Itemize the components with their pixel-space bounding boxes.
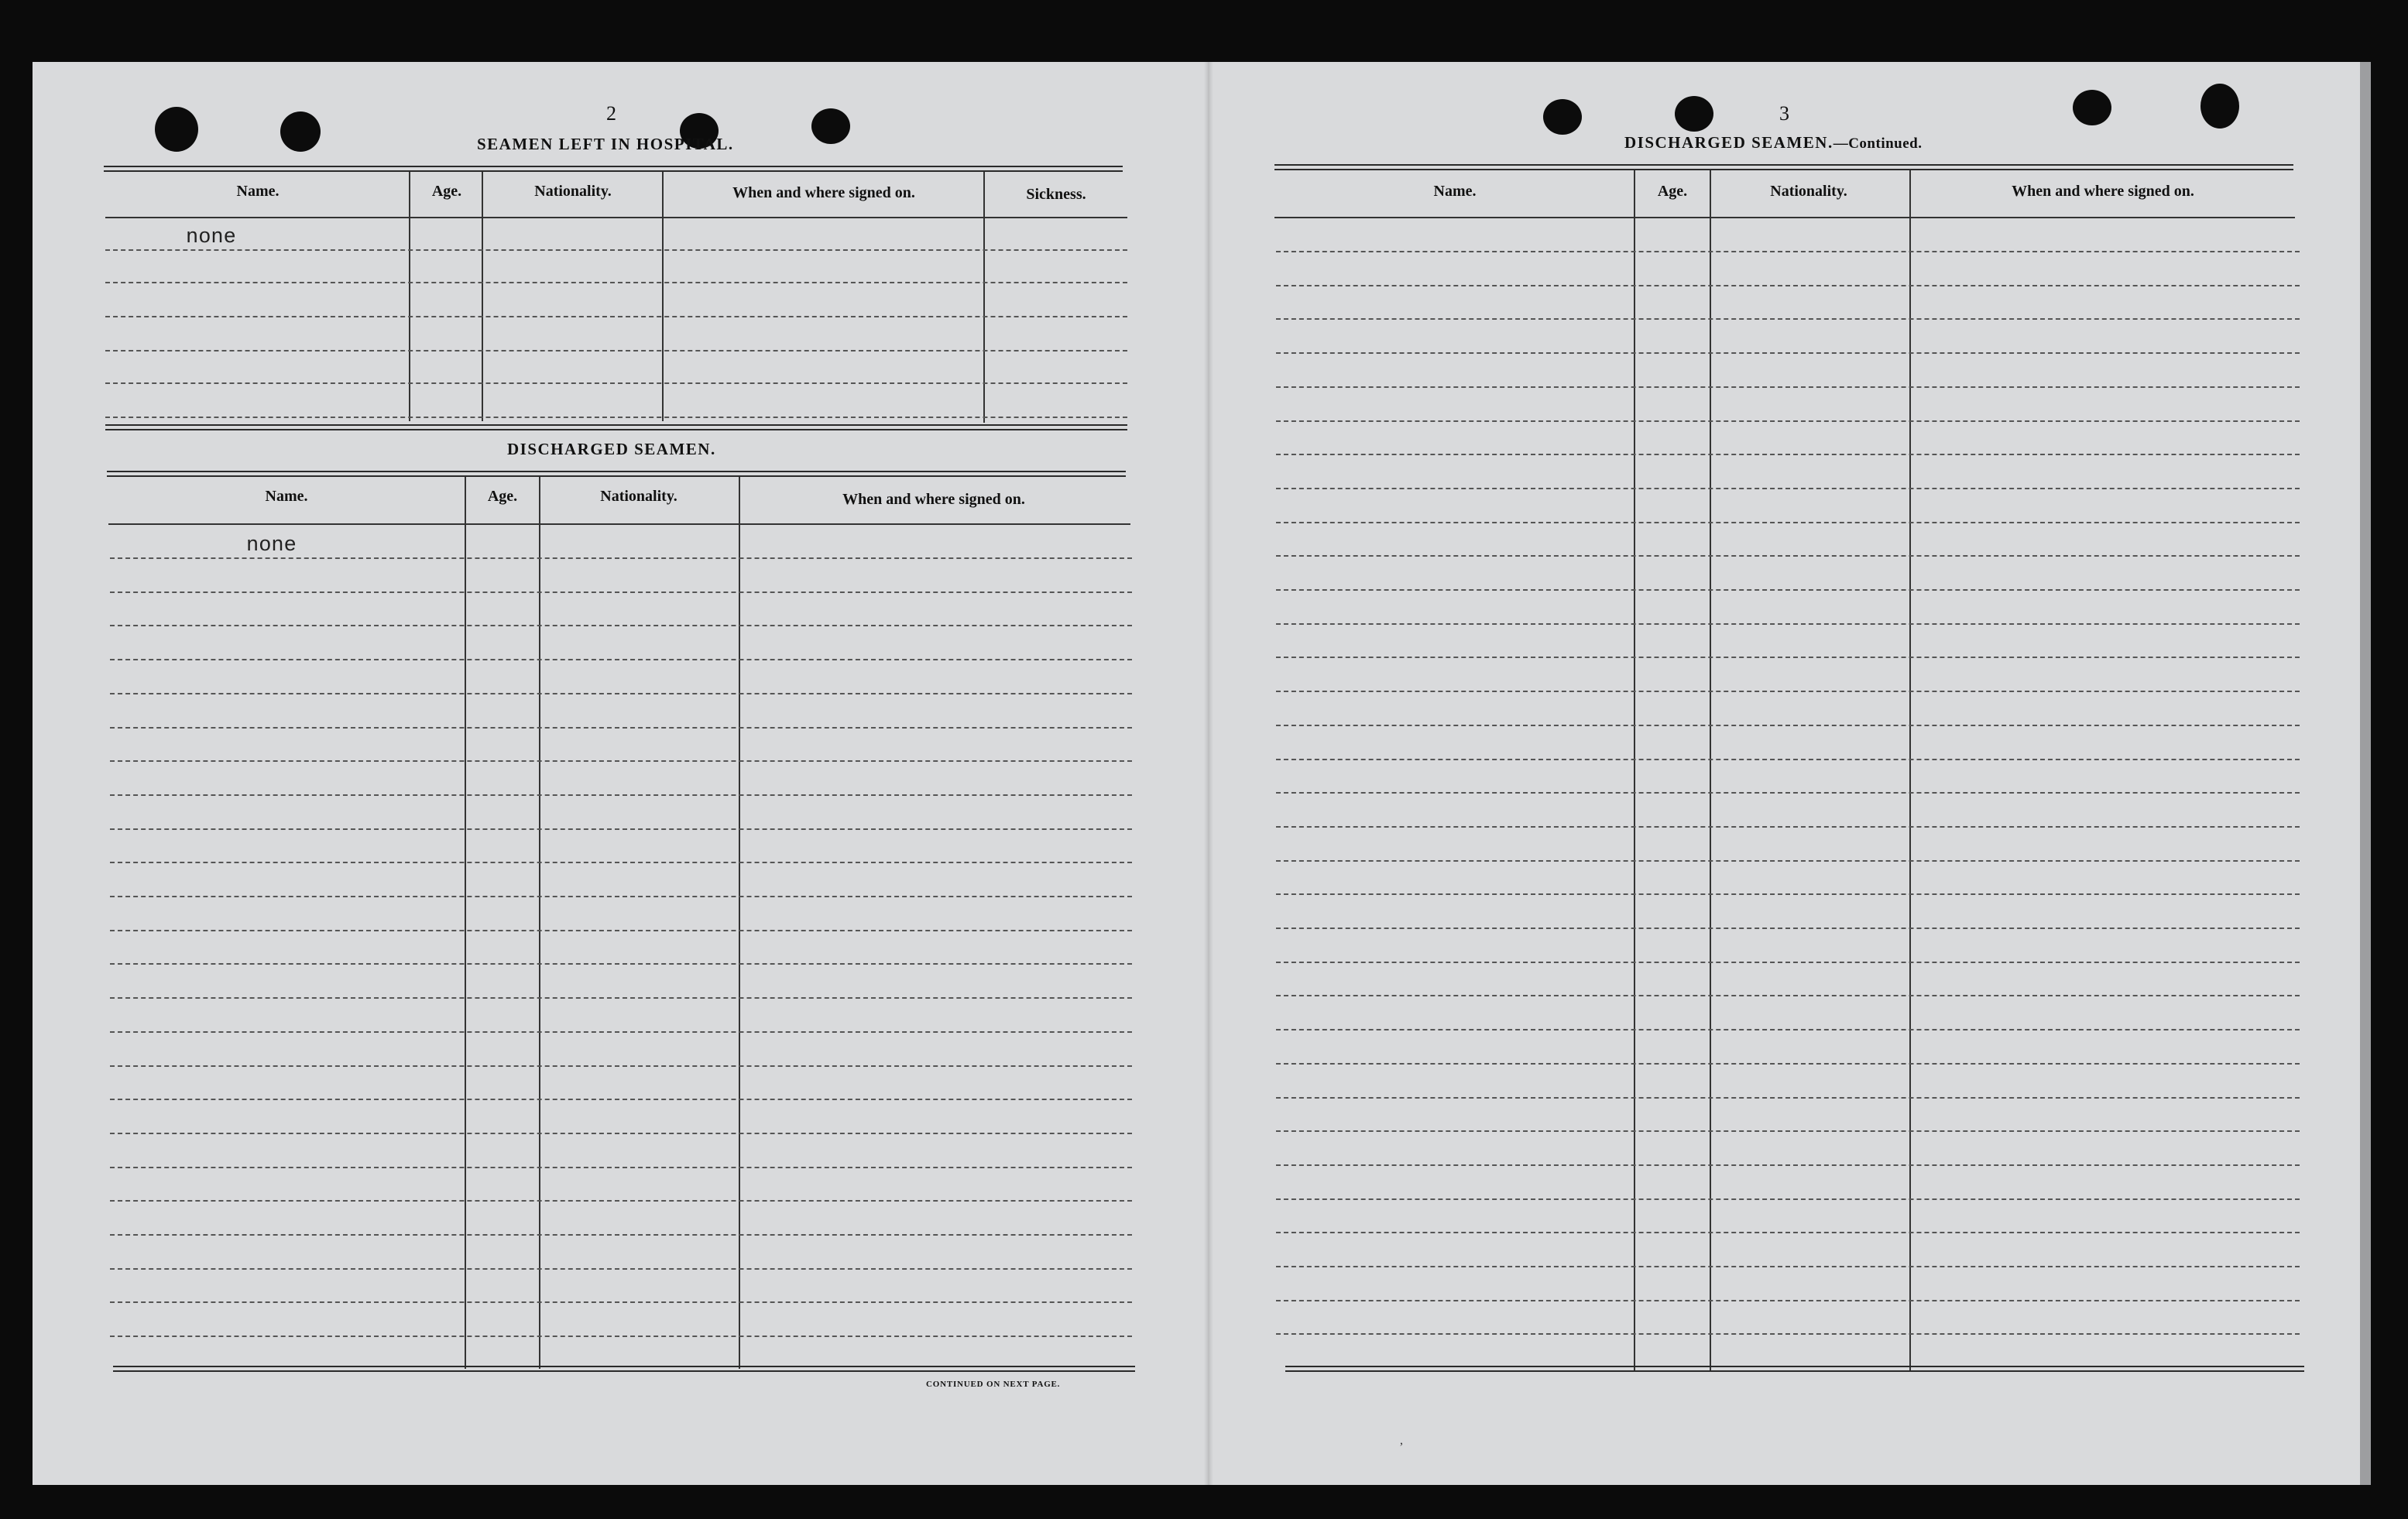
entry-line — [110, 1268, 1132, 1270]
entry-line — [110, 557, 1132, 559]
punch-hole — [1675, 96, 1713, 132]
entry-line — [110, 930, 1132, 931]
page-number-right: 3 — [1779, 102, 1789, 125]
right-title-main: DISCHARGED SEAMEN. — [1624, 133, 1833, 152]
discharged-section-title: DISCHARGED SEAMEN. — [507, 440, 716, 458]
entry-line — [1276, 1130, 2300, 1132]
entry-line — [1276, 1198, 2300, 1200]
entry-line — [1276, 285, 2300, 286]
page-number-left: 2 — [606, 102, 616, 125]
right-col-age: Age. — [1657, 183, 1688, 200]
hospital-col-nationality: Nationality. — [534, 183, 612, 200]
entry-line — [105, 249, 1127, 251]
entry-line — [110, 625, 1132, 626]
discharged-col-age: Age. — [487, 488, 518, 505]
right-section-title — [1624, 133, 1922, 153]
entry-line — [1276, 995, 2300, 996]
right-header-rule — [1274, 217, 2295, 218]
hospital-divider — [983, 172, 985, 423]
entry-line — [1276, 1266, 2300, 1267]
entry-line — [110, 727, 1132, 729]
entry-line — [1276, 454, 2300, 455]
hospital-col-signed-on: When and where signed on. — [732, 184, 915, 201]
document-sheet — [33, 62, 2363, 1485]
entry-line — [1276, 522, 2300, 523]
discharged-header-rule — [108, 523, 1130, 525]
entry-line — [1276, 1300, 2300, 1301]
entry-line — [110, 1031, 1132, 1033]
entry-line — [1276, 928, 2300, 929]
entry-line — [110, 1336, 1132, 1337]
discharged-col-name: Name. — [265, 488, 308, 505]
entry-line — [110, 896, 1132, 897]
entry-line — [110, 828, 1132, 830]
right-divider — [1634, 170, 1635, 1370]
entry-line — [110, 1167, 1132, 1168]
entry-line — [1276, 251, 2300, 252]
right-divider — [1909, 170, 1911, 1370]
discharged-entry: none — [246, 534, 297, 557]
continued-note: CONTINUED ON NEXT PAGE. — [926, 1380, 1061, 1389]
punch-hole — [811, 108, 850, 144]
entry-line — [1276, 386, 2300, 388]
entry-line — [110, 997, 1132, 999]
discharged-col-nationality: Nationality. — [600, 488, 677, 505]
entry-line — [1276, 555, 2300, 557]
entry-line — [1276, 1164, 2300, 1166]
entry-line — [1276, 352, 2300, 354]
entry-line — [110, 794, 1132, 796]
entry-line — [105, 316, 1127, 317]
entry-line — [1276, 1097, 2300, 1099]
entry-line — [110, 1133, 1132, 1134]
hospital-col-name: Name. — [236, 183, 280, 200]
page-fold — [1204, 62, 1213, 1485]
entry-line — [1276, 725, 2300, 726]
entry-line — [110, 760, 1132, 762]
entry-line — [1276, 893, 2300, 895]
entry-line — [1276, 860, 2300, 862]
punch-hole — [1543, 99, 1582, 135]
entry-line — [1276, 792, 2300, 794]
entry-line — [1276, 318, 2300, 320]
entry-line — [1276, 1029, 2300, 1030]
hospital-header-rule — [105, 217, 1127, 218]
hospital-col-sickness: Sickness. — [1026, 186, 1086, 203]
ink-speck: , — [1400, 1434, 1403, 1447]
entry-line — [110, 693, 1132, 694]
discharged-bottom-rule — [113, 1366, 1135, 1372]
right-bottom-rule — [1285, 1366, 2304, 1372]
hospital-section-title: SEAMEN LEFT IN HOSPITAL. — [477, 135, 734, 153]
entry-line — [1276, 1232, 2300, 1233]
entry-line — [1276, 1333, 2300, 1335]
entry-line — [1276, 691, 2300, 692]
right-col-name: Name. — [1433, 183, 1477, 200]
entry-line — [1276, 589, 2300, 591]
entry-line — [110, 659, 1132, 660]
entry-line — [105, 417, 1127, 418]
punch-hole — [2073, 90, 2111, 125]
discharged-top-rule — [107, 471, 1126, 477]
entry-line — [110, 1301, 1132, 1303]
punch-hole — [280, 111, 321, 152]
entry-line — [110, 1234, 1132, 1236]
entry-line — [1276, 962, 2300, 963]
right-col-nationality: Nationality. — [1770, 183, 1847, 200]
right-divider — [1710, 170, 1711, 1370]
hospital-bottom-rule — [105, 424, 1127, 430]
hospital-entry: none — [186, 226, 236, 249]
entry-line — [1276, 826, 2300, 828]
right-title-continued: —Continued. — [1833, 135, 1923, 152]
entry-line — [1276, 488, 2300, 489]
entry-line — [1276, 623, 2300, 625]
entry-line — [110, 1065, 1132, 1067]
entry-line — [110, 862, 1132, 863]
punch-hole — [155, 107, 198, 152]
entry-line — [105, 282, 1127, 283]
hospital-top-rule — [104, 166, 1123, 172]
entry-line — [105, 382, 1127, 384]
punch-hole — [2200, 84, 2239, 129]
sheet-edge — [2360, 62, 2371, 1485]
entry-line — [1276, 420, 2300, 422]
entry-line — [1276, 1063, 2300, 1065]
entry-line — [110, 1200, 1132, 1202]
entry-line — [110, 591, 1132, 593]
entry-line — [1276, 759, 2300, 760]
entry-line — [105, 350, 1127, 351]
discharged-col-signed-on: When and where signed on. — [842, 491, 1025, 508]
entry-line — [1276, 657, 2300, 658]
entry-line — [110, 1099, 1132, 1100]
hospital-col-age: Age. — [431, 183, 462, 200]
right-col-signed-on: When and where signed on. — [2012, 183, 2194, 200]
entry-line — [110, 963, 1132, 965]
right-top-rule — [1274, 164, 2293, 170]
